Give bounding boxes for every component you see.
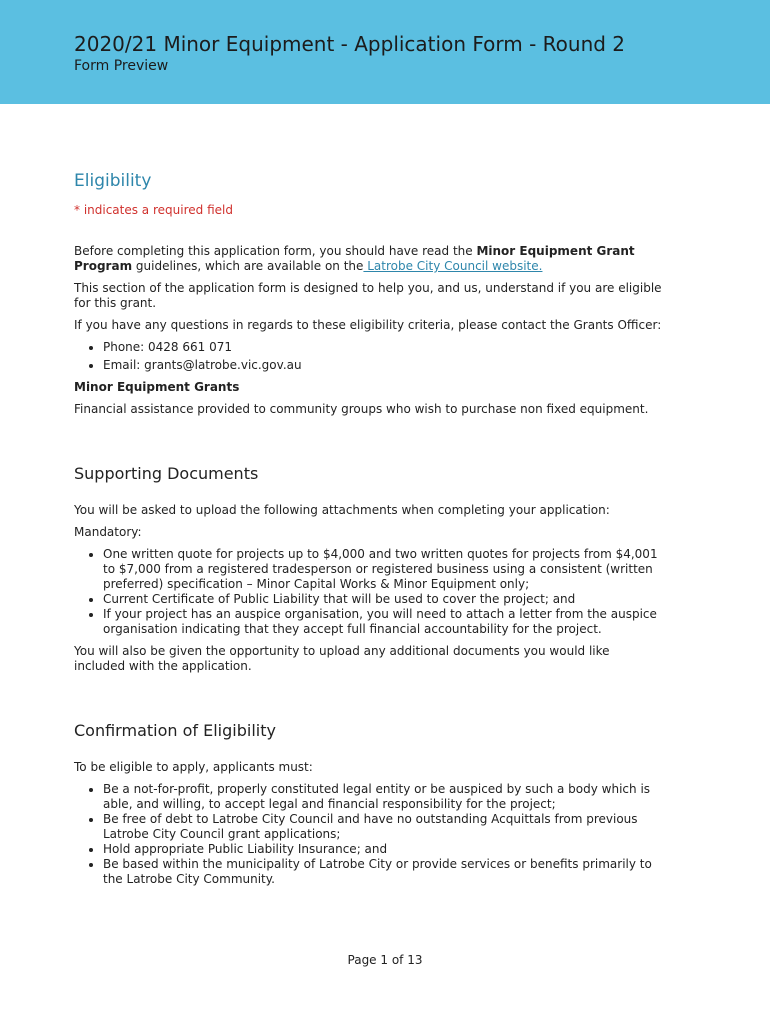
form-subtitle: Form Preview bbox=[74, 58, 169, 74]
attachment-auspice-letter: • If your project has an auspice organisation, you will need to attach a letter from the auspice organisation indicating that they accept full financial accountability for the project. bbox=[103, 607, 664, 637]
contact-list bbox=[74, 340, 664, 373]
form-content bbox=[74, 170, 664, 894]
section-spacer bbox=[74, 424, 664, 463]
program-name: Minor Equipment Grant Program bbox=[74, 244, 635, 273]
intro-prefix: Before completing this application form, you should have read the bbox=[74, 244, 477, 258]
eligibility-criteria-list bbox=[74, 782, 664, 887]
council-website-link[interactable]: Latrobe City Council website. bbox=[363, 259, 543, 273]
section-spacer bbox=[74, 681, 664, 720]
page-number: Page 1 of 13 bbox=[347, 953, 423, 967]
contact-phone: • Phone: 0428 661 071 bbox=[103, 340, 664, 355]
confirmation-intro: To be eligible to apply, applicants must: bbox=[74, 760, 313, 774]
criterion-not-for-profit: • Be a not-for-profit, properly constituted legal entity or be auspiced by such a body which is able, and willing, to accept legal and financial responsibility for the project; bbox=[103, 782, 664, 812]
contact-email: • Email: grants@latrobe.vic.gov.au bbox=[103, 358, 664, 373]
supporting-intro: You will be asked to upload the following attachments when completing your application: bbox=[74, 503, 610, 517]
confirmation-heading: Confirmation of Eligibility bbox=[74, 721, 276, 740]
attachment-liability-certificate: • Current Certificate of Public Liability that will be used to cover the project; and bbox=[103, 592, 664, 607]
grants-subheading: Minor Equipment Grants bbox=[74, 380, 240, 394]
intro-middle: guidelines, which are available on the bbox=[132, 259, 364, 273]
mandatory-label: Mandatory: bbox=[74, 525, 142, 539]
grants-description: Financial assistance provided to community groups who wish to purchase non fixed equipment. bbox=[74, 402, 649, 416]
criterion-debt-free: • Be free of debt to Latrobe City Council and have no outstanding Acquittals from previous Latrobe City Council grant applications; bbox=[103, 812, 664, 842]
eligibility-purpose: This section of the application form is designed to help you, and us, understand if you are eligible for this grant. bbox=[74, 281, 662, 310]
eligibility-intro bbox=[74, 244, 664, 274]
mandatory-attachments-list bbox=[74, 547, 664, 637]
supporting-documents-heading: Supporting Documents bbox=[74, 464, 259, 483]
criterion-liability-insurance: • Hold appropriate Public Liability Insurance; and bbox=[103, 842, 664, 857]
required-field-note: * indicates a required field bbox=[74, 203, 233, 217]
criterion-location: • Be based within the municipality of Latrobe City or provide services or benefits primarily to the Latrobe City Community. bbox=[103, 857, 664, 887]
eligibility-questions: If you have any questions in regards to these eligibility criteria, please contact the Grants Officer: bbox=[74, 318, 662, 332]
supporting-outro: You will also be given the opportunity to upload any additional documents you would like included with the application. bbox=[74, 644, 610, 673]
form-title: 2020/21 Minor Equipment - Application Form - Round 2 bbox=[74, 32, 626, 56]
attachment-quotes: • One written quote for projects up to $4,000 and two written quotes for projects from $4,001 to $7,000 from a registered tradesperson or registered business using a consistent (written preferred) specification – Minor Capital Works & Minor Equipment only; bbox=[103, 547, 664, 592]
eligibility-heading: Eligibility bbox=[74, 171, 152, 191]
form-header bbox=[0, 0, 770, 104]
